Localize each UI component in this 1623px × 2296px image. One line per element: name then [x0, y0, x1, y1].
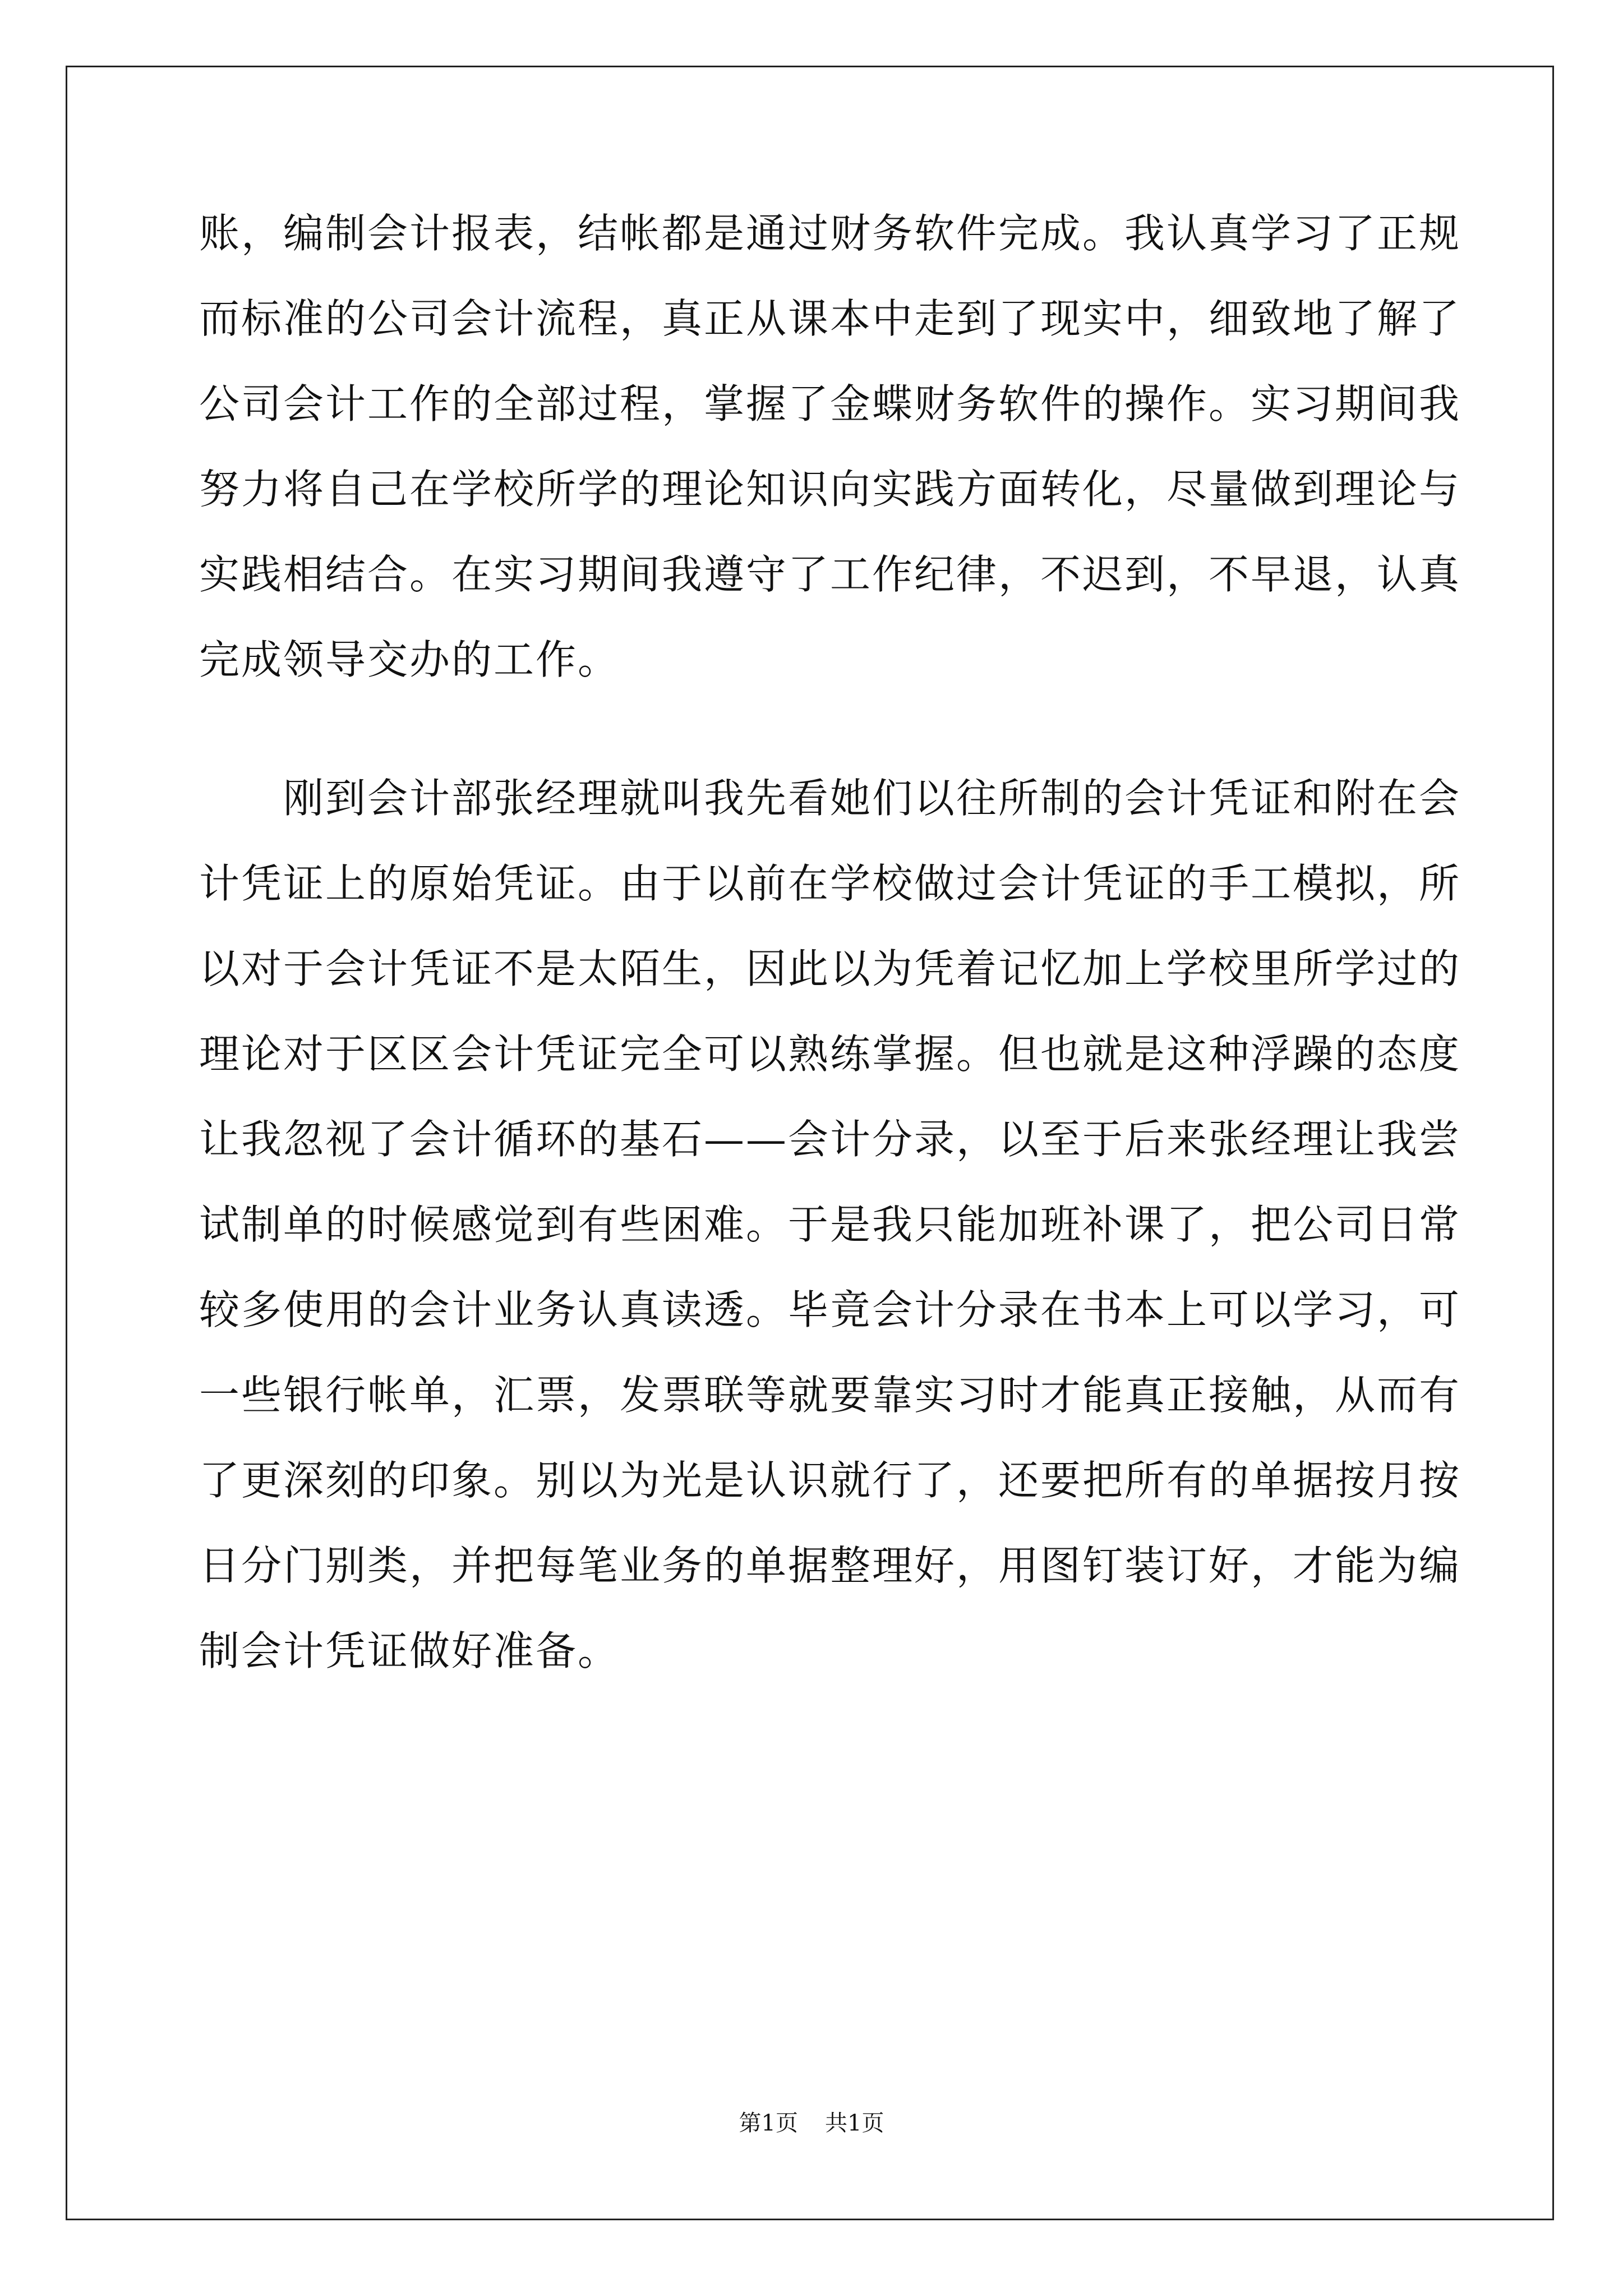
- text-line: 了更深刻的印象。别以为光是认识就行了，还要把所有的单据按月按: [199, 1457, 1461, 1504]
- page-total: 共1页: [825, 2110, 884, 2136]
- text-line: 而标准的公司会计流程，真正从课本中走到了现实中，细致地了解了: [199, 295, 1461, 342]
- text-line: 理论对于区区会计凭证完全可以熟练掌握。但也就是这种浮躁的态度: [199, 1030, 1461, 1078]
- text-line: 让我忽视了会计循环的基石——会计分录，以至于后来张经理让我尝: [199, 1116, 1461, 1163]
- text-line: 试制单的时候感觉到有些困难。于是我只能加班补课了，把公司日常: [199, 1201, 1461, 1248]
- text-line: 一些银行帐单，汇票，发票联等就要靠实习时才能真正接触，从而有: [199, 1372, 1461, 1419]
- text-line: 日分门别类，并把每笔业务的单据整理好，用图钉装订好，才能为编: [199, 1542, 1461, 1589]
- text-line: 努力将自己在学校所学的理论知识向实践方面转化，尽量做到理论与: [199, 466, 1461, 513]
- paragraph-spacer: [199, 702, 1422, 756]
- document-body: [199, 191, 1461, 1694]
- text-line: 计凭证上的原始凭证。由于以前在学校做过会计凭证的手工模拟，所: [199, 860, 1461, 907]
- paragraph-2: [199, 756, 1461, 1694]
- page-footer: [0, 2105, 1623, 2137]
- text-line: 制会计凭证做好准备。: [199, 1627, 620, 1674]
- page-number: 第1页: [739, 2110, 798, 2136]
- text-line: 以对于会计凭证不是太陌生，因此以为凭着记忆加上学校里所学过的: [199, 945, 1461, 992]
- paragraph-1: [199, 191, 1461, 702]
- text-line: 刚到会计部张经理就叫我先看她们以往所制的会计凭证和附在会: [199, 775, 1461, 822]
- text-line: 公司会计工作的全部过程，掌握了金蝶财务软件的操作。实习期间我: [199, 380, 1461, 427]
- text-line: 较多使用的会计业务认真读透。毕竟会计分录在书本上可以学习，可: [199, 1286, 1461, 1333]
- text-line: 账，编制会计报表，结帐都是通过财务软件完成。我认真学习了正规: [199, 210, 1461, 257]
- text-line: 完成领导交办的工作。: [199, 636, 620, 683]
- text-line: 实践相结合。在实习期间我遵守了工作纪律，不迟到，不早退，认真: [199, 551, 1461, 598]
